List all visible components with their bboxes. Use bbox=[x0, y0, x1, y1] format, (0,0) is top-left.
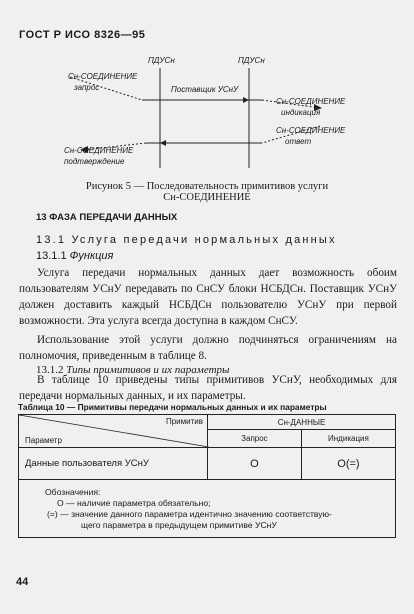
primitive-sequence-diagram bbox=[0, 0, 414, 200]
diagram-right-label-1: Сн-СОЕДИНЕНИЕ bbox=[276, 97, 346, 106]
table-title: Таблица 10 — Примитивы передачи нормальных данных и их параметры bbox=[18, 402, 327, 412]
col-header-indication: Индикация bbox=[301, 430, 395, 448]
subsection-13-1-1-title: Функция bbox=[69, 250, 114, 262]
page-number: 44 bbox=[16, 576, 29, 588]
row-value-indication: О(=) bbox=[301, 448, 395, 480]
diagram-right-label-4: ответ bbox=[285, 137, 312, 146]
diagram-left-label-2: запрос bbox=[74, 83, 100, 92]
diagram-left-label-1: Сн-СОЕДИНЕНИЕ bbox=[68, 72, 138, 81]
diagram-top-label-left: ПДУСн bbox=[148, 56, 175, 65]
corner-bottom-label: Параметр bbox=[25, 436, 62, 445]
table-legend bbox=[19, 480, 396, 538]
row-label: Данные пользователя УСнУ bbox=[19, 448, 208, 480]
legend-line-2: (=) — значение данного параметра идентично значению соответствую- bbox=[47, 509, 332, 519]
group-header: Сн-ДАННЫЕ bbox=[207, 415, 395, 430]
section-title: 13 ФАЗА ПЕРЕДАЧИ ДАННЫХ bbox=[36, 212, 178, 223]
figure-caption-line2: Сн-СОЕДИНЕНИЕ bbox=[163, 192, 251, 203]
diagram-left-label-4: подтверждение bbox=[64, 157, 125, 166]
subsection-13-1: 13.1 Услуга передачи нормальных данных bbox=[36, 234, 337, 246]
subsection-13-1-2-number: 13.1.2 bbox=[36, 364, 64, 376]
diagram-right-label-3: Сн-СОЕДИНЕНИЕ bbox=[276, 126, 346, 135]
diagram-left-label-3: Сн-СОЕДИНЕНИЕ bbox=[64, 146, 134, 155]
corner-top-label: Примитив bbox=[165, 417, 203, 426]
paragraph-function: Услуга передачи нормальных данных дает возможность обоим пользователям УСнУ передавать по СнСУ блоки НСБДСн. Поставщик УСнУ должен доставить каждый НСБДСн пользователю УСнУ при первой возможности. Эта услуга всегда доступна в каждом СнСУ. bbox=[19, 267, 397, 327]
subsection-13-1-1 bbox=[36, 250, 113, 262]
legend-title: Обозначения: bbox=[45, 487, 101, 497]
diagram-center-label: Поставщик УСнУ bbox=[171, 85, 239, 94]
figure-caption-line1: Рисунок 5 — Последовательность примитивов услуги bbox=[85, 181, 329, 192]
legend-line-1: О — наличие параметра обязательно; bbox=[57, 498, 211, 508]
subsection-13-1-1-number: 13.1.1 bbox=[36, 250, 67, 262]
col-header-request: Запрос bbox=[207, 430, 301, 448]
page-header: ГОСТ Р ИСО 8326—95 bbox=[19, 29, 146, 41]
diagram-right-label-2: индикация bbox=[281, 108, 321, 117]
primitives-table bbox=[18, 414, 396, 538]
table-corner-cell bbox=[19, 415, 208, 448]
row-value-request: О bbox=[207, 448, 301, 480]
legend-line-3: щего параметра в предыдущем примитиве УСнУ bbox=[81, 520, 277, 530]
paragraph-restrictions: Использование этой услуги должно подчиняться ограничениям на полномочия, приведенным в таблице 8. bbox=[19, 334, 397, 362]
paragraph-table-intro: В таблице 10 приведены типы примитивов УСнУ, необходимых для передачи нормальных данных, и их параметры. bbox=[19, 374, 397, 402]
diagram-top-label-right: ПДУСн bbox=[238, 56, 265, 65]
subsection-13-1-2-title: Типы примитивов и их параметры bbox=[66, 364, 230, 376]
